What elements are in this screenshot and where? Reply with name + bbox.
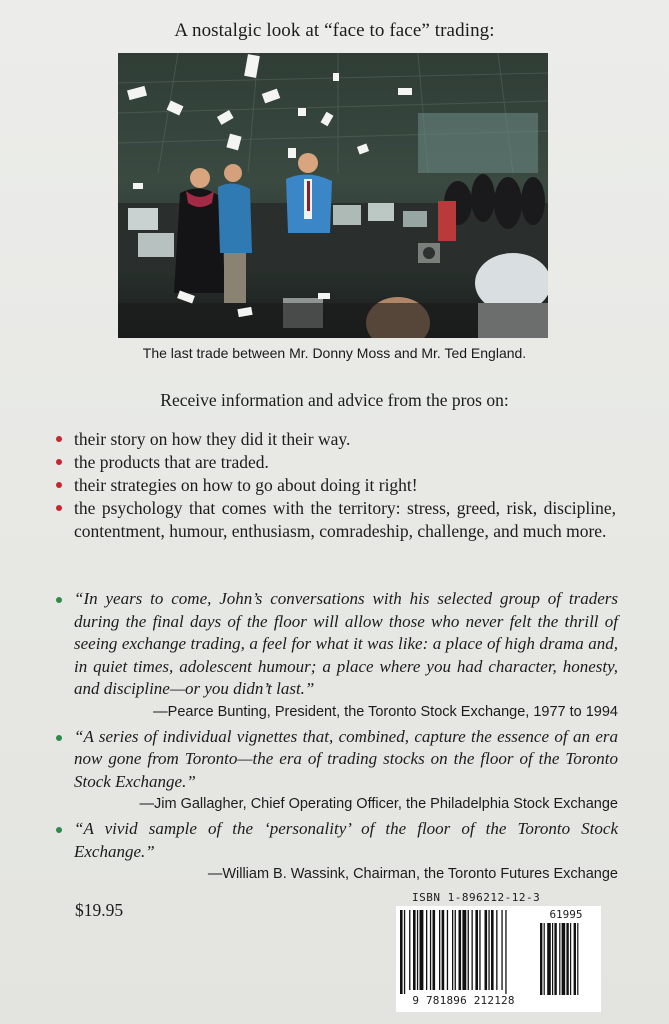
green-bullet-icon bbox=[56, 827, 62, 833]
addon-bar bbox=[559, 923, 560, 995]
photo-illustration bbox=[118, 53, 548, 338]
barcode-bar bbox=[455, 910, 456, 990]
barcode-bar bbox=[479, 910, 480, 990]
ean-digits: 9 781896 212128 bbox=[412, 994, 515, 1007]
barcode-bar bbox=[462, 910, 466, 990]
barcode-bar bbox=[501, 910, 502, 990]
cover-heading: A nostalgic look at “face to face” trading: bbox=[174, 20, 495, 41]
addon-bar bbox=[562, 923, 566, 995]
addon-bar bbox=[554, 923, 556, 995]
barcode-bar bbox=[505, 910, 506, 994]
list-item: their strategies on how to go about doing it right! bbox=[56, 474, 616, 497]
barcode-bar bbox=[430, 910, 431, 990]
testimonials bbox=[56, 588, 618, 888]
barcode-bar bbox=[468, 910, 469, 990]
barcode-bar bbox=[447, 910, 448, 990]
testimonial-text: “A series of individual vignettes that, combined, capture the essence of an era now gone from Toronto—the era of trading stocks on the floor of the Toronto Stock Exchange.” bbox=[74, 726, 618, 791]
testimonial-attribution: —Jim Gallagher, Chief Operating Officer, the Philadelphia Stock Exchange bbox=[139, 796, 618, 812]
barcode-bar bbox=[488, 910, 489, 990]
list-item: the psychology that comes with the territory: stress, greed, risk, discipline, contentment, humour, enthusiasm, comradeship, challenge, and much more. bbox=[56, 497, 616, 543]
addon-bar bbox=[547, 923, 551, 995]
price: $19.95 bbox=[75, 900, 124, 920]
addon-bar bbox=[544, 923, 545, 995]
barcode-bar bbox=[459, 910, 462, 990]
testimonial bbox=[56, 588, 618, 722]
addon-bar bbox=[570, 923, 571, 995]
barcode-bar bbox=[452, 910, 453, 990]
testimonial-attribution: —Pearce Bunting, President, the Toronto Stock Exchange, 1977 to 1994 bbox=[153, 703, 618, 720]
red-bullet-icon bbox=[56, 436, 62, 442]
addon-bar bbox=[552, 923, 553, 995]
barcode-bar bbox=[485, 910, 488, 990]
testimonial-text: “A vivid sample of the ‘personality’ of the floor of the Toronto Stock Exchange.” bbox=[74, 819, 618, 861]
intro-text: Receive information and advice from the pros on: bbox=[160, 390, 509, 410]
testimonial bbox=[56, 818, 618, 884]
barcode-bar bbox=[491, 910, 494, 990]
barcode-bar bbox=[426, 910, 427, 990]
testimonial-attribution: —William B. Wassink, Chairman, the Toronto Futures Exchange bbox=[207, 866, 618, 882]
addon-digits: 61995 bbox=[549, 908, 583, 921]
barcode-bar bbox=[442, 910, 445, 990]
barcode-bar bbox=[475, 910, 478, 990]
red-bullet-icon bbox=[56, 459, 62, 465]
barcode-bar bbox=[433, 910, 436, 990]
green-bullet-icon bbox=[56, 735, 62, 741]
topic-list bbox=[56, 428, 616, 543]
list-item: the products that are traded. bbox=[56, 451, 616, 474]
barcode-bar bbox=[439, 910, 440, 990]
list-item: their story on how they did it their way. bbox=[56, 428, 616, 451]
red-bullet-icon bbox=[56, 482, 62, 488]
red-bullet-icon bbox=[56, 505, 62, 511]
addon-bar bbox=[577, 923, 578, 995]
barcode-bar bbox=[404, 910, 405, 994]
trading-floor-photo bbox=[118, 53, 548, 338]
addon-bar bbox=[540, 923, 542, 995]
barcode-bar bbox=[417, 910, 418, 990]
barcode bbox=[396, 906, 601, 1012]
barcode-bar bbox=[400, 910, 403, 994]
addon-bar bbox=[566, 923, 568, 995]
addon-bar bbox=[574, 923, 576, 995]
barcode-bar bbox=[472, 910, 473, 990]
testimonial-text: “In years to come, John’s conversations with his selected group of traders during the final days of the floor will allow those who never felt the thrill of seeing exchange trading, a feel for what it was like: a place of high drama and, in quiet times, adolescent humour; a place where you had character, honesty, and discipline—or you didn’t last.” bbox=[74, 589, 618, 698]
green-bullet-icon bbox=[56, 597, 62, 603]
photo-caption: The last trade between Mr. Donny Moss and Mr. Ted England. bbox=[142, 345, 527, 361]
isbn-number: ISBN 1-896212-12-3 bbox=[412, 891, 541, 904]
barcode-bar bbox=[420, 910, 424, 990]
barcode-bar bbox=[413, 910, 416, 990]
barcode-bar bbox=[496, 910, 497, 990]
testimonial bbox=[56, 726, 618, 815]
barcode-bar bbox=[409, 910, 410, 990]
